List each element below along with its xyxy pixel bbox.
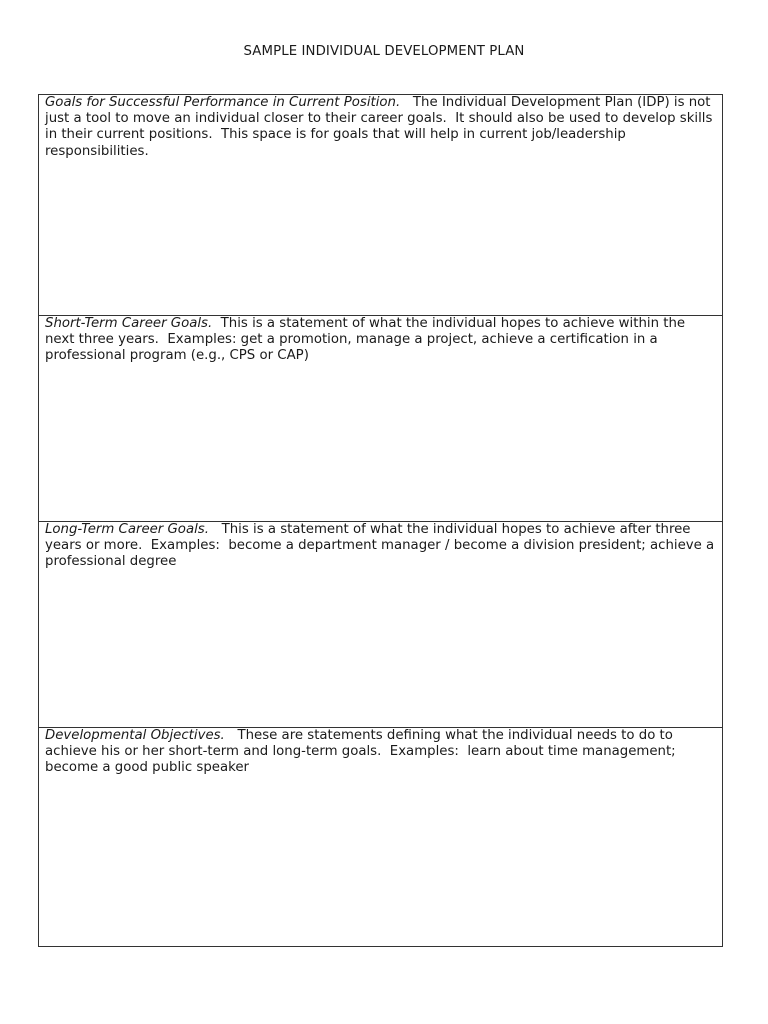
section-heading: Short-Term Career Goals. xyxy=(45,316,213,331)
section-body: These are statements defining what the individual needs to do to achieve his or her short-term and long-term goals. Examples: learn about time management; become a good public speaker xyxy=(45,728,680,776)
section-text xyxy=(45,728,716,777)
section-long-term-career-goals xyxy=(39,521,722,727)
section-heading: Developmental Objectives. xyxy=(45,728,225,743)
section-current-position-goals xyxy=(39,95,722,315)
section-body: This is a statement of what the individual hopes to achieve after three years or more. Examples: become a department manager / become a division president; achieve a professional degree xyxy=(45,522,719,570)
section-body: The Individual Development Plan (IDP) is not just a tool to move an individual closer to their career goals. It should also be used to develop skills in their current positions. This space is for goals that will help in current job/leadership responsibilities. xyxy=(45,95,717,159)
section-heading: Goals for Successful Performance in Current Position. xyxy=(45,95,401,110)
page-title: SAMPLE INDIVIDUAL DEVELOPMENT PLAN xyxy=(243,44,525,59)
section-text xyxy=(45,522,719,571)
section-heading: Long-Term Career Goals. xyxy=(45,522,209,537)
section-text xyxy=(45,95,716,160)
section-text xyxy=(45,316,716,365)
idp-table xyxy=(38,94,723,947)
section-developmental-objectives xyxy=(39,727,722,947)
section-body: This is a statement of what the individual hopes to achieve within the next three years. Examples: get a promotion, manage a project, achieve a certification in a professional program (e.g., CPS or CAP) xyxy=(45,316,690,364)
section-short-term-career-goals xyxy=(39,315,722,521)
